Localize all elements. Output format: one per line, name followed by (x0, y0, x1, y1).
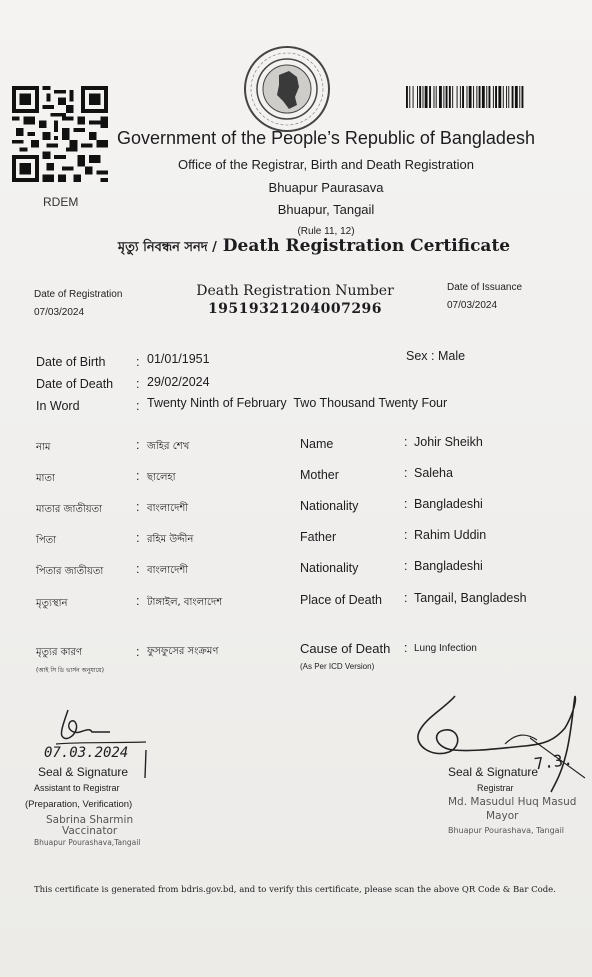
field-en-label: Mother (300, 468, 339, 482)
location: Bhuapur, Tangail (277, 202, 375, 217)
registration-number-label: Death Registration Number (196, 283, 394, 299)
verification-footer: This certificate is generated from bdris.gov.bd, and to verify this certificate, please scan the above QR Code & Bar Code. (34, 885, 556, 895)
cause-bn-label: মৃত্যুর কারণ (36, 647, 83, 658)
cause-en-value: Lung Infection (414, 643, 477, 654)
barcode-bar (417, 86, 418, 108)
barcode-bar (515, 86, 518, 108)
dod-label: Date of Death (36, 377, 114, 391)
field-bn-value: টাঙ্গাইল, বাংলাদেশ (147, 597, 223, 608)
dod-value: 29/02/2024 (147, 375, 210, 389)
barcode-bar (473, 86, 474, 108)
barcode-bar (486, 86, 487, 108)
dob-value: 01/01/1951 (147, 352, 210, 366)
field-en-value: Rahim Uddin (414, 528, 487, 542)
barcode-bar (429, 86, 431, 108)
cause-bn-sub: (আই সি ডি ভার্সন অনুযায়ে) (36, 667, 104, 674)
assistant-role: Assistant to Registrar (34, 783, 120, 793)
barcode-bar (506, 86, 507, 108)
field-colon: : (404, 497, 408, 511)
field-en-label: Father (300, 530, 337, 544)
assistant-purpose: (Preparation, Verification) (25, 799, 133, 810)
registrar-stamp-name: Md. Masudul Huq Masud (448, 796, 577, 808)
certificate-title (0, 236, 592, 259)
barcode-bar (489, 86, 491, 108)
date-of-registration-value: 07/03/2024 (34, 307, 85, 318)
field-bn-label: নাম (36, 442, 51, 453)
barcode-bar (495, 86, 497, 108)
field-colon: : (136, 438, 140, 452)
barcode-bar (443, 86, 444, 108)
field-bn-label: মাতা (36, 473, 55, 484)
field-en-label: Nationality (300, 561, 359, 575)
assistant-stamp-role: Vaccinator (62, 825, 118, 837)
rule-reference: (Rule 11, 12) (297, 226, 355, 237)
field-bn-label: পিতার জাতীয়তা (36, 566, 104, 577)
registrar-handwritten-date: 7.3. (532, 749, 574, 774)
field-colon: : (404, 528, 408, 542)
cause-en-label: Cause of Death (300, 641, 391, 656)
field-bn-value: রহিম উদ্দীন (147, 534, 194, 545)
barcode-bar (457, 86, 458, 108)
office-name: Office of the Registrar, Birth and Death Registration (177, 157, 475, 172)
field-colon: : (136, 594, 140, 608)
in-word-value: Twenty Ninth of February Two Thousand Twenty Four (147, 396, 448, 410)
registrar-signature (405, 688, 592, 798)
field-colon: : (404, 559, 408, 573)
field-colon: : (404, 591, 408, 605)
barcode-bar (508, 86, 509, 108)
date-of-issuance-value: 07/03/2024 (447, 300, 498, 311)
barcode-bar (425, 86, 428, 108)
dob-colon: : (136, 355, 140, 369)
dod-colon: : (136, 377, 140, 391)
barcode-bar (476, 86, 477, 108)
field-en-value: Bangladeshi (414, 559, 483, 573)
assistant-stamp-name: Sabrina Sharmin (46, 814, 134, 826)
field-bn-value: ছালেহা (147, 472, 176, 483)
left-seal-label: Seal & Signature (38, 765, 129, 779)
barcode-bar (512, 86, 514, 108)
rdem-label: RDEM (43, 195, 79, 209)
cause-colon-bn: : (136, 645, 140, 659)
field-en-label: Name (300, 437, 334, 451)
field-colon: : (136, 531, 140, 545)
government-title: Government of the People’s Republic of Bangladesh (117, 128, 535, 148)
barcode-bar (482, 86, 485, 108)
field-bn-value: বাংলাদেশী (147, 565, 189, 576)
field-en-value: Johir Sheikh (414, 435, 483, 449)
barcode-bar (462, 86, 464, 108)
date-of-registration-label: Date of Registration (34, 289, 123, 300)
right-seal-label: Seal & Signature (448, 765, 539, 779)
barcode-bar (498, 86, 501, 108)
field-colon: : (136, 469, 140, 483)
field-colon: : (404, 466, 408, 480)
barcode-bar (449, 86, 451, 108)
registration-number-value: 19519321204007296 (207, 301, 383, 317)
barcode-bar (460, 86, 461, 108)
field-bn-label: পিতা (36, 535, 57, 546)
paurasava-name: Bhuapur Paurasava (268, 180, 384, 195)
barcode-bar (522, 86, 524, 108)
barcode-bar (452, 86, 453, 108)
barcode-bar (439, 86, 442, 108)
registrar-role: Registrar (477, 783, 514, 793)
field-colon: : (404, 435, 408, 449)
title-english: Death Registration Certificate (222, 236, 511, 256)
assistant-stamp-office: Bhuapur Pourashava,Tangail (34, 838, 141, 847)
barcode-bar (436, 86, 437, 108)
field-en-label: Nationality (300, 499, 359, 513)
field-colon: : (136, 562, 140, 576)
field-en-value: Tangail, Bangladesh (414, 591, 527, 605)
barcode-bar (434, 86, 435, 108)
barcode-bar (406, 86, 408, 108)
field-en-label: Place of Death (300, 593, 382, 607)
field-bn-value: জহির শেখ (147, 441, 190, 452)
cause-colon-en: : (404, 641, 408, 655)
date-of-issuance-label: Date of Issuance (447, 282, 523, 293)
barcode-bar (467, 86, 468, 108)
registrar-stamp-office: Bhuapur Pourashava, Tangail (448, 826, 565, 835)
barcode-bar (413, 86, 414, 108)
in-word-colon: : (136, 399, 140, 413)
barcode-bar (419, 86, 421, 108)
barcode-bar (493, 86, 494, 108)
barcode-bar (446, 86, 448, 108)
barcode-bar (409, 86, 410, 108)
cause-en-sub: (As Per ICD Version) (300, 662, 375, 671)
field-bn-label: মাতার জাতীয়তা (36, 504, 103, 515)
registrar-stamp-role: Mayor (486, 810, 519, 822)
barcode-bar (423, 86, 424, 108)
field-bn-label: মৃত্যুস্থান (36, 598, 68, 609)
field-colon: : (136, 500, 140, 514)
sex-value: Sex : Male (406, 349, 466, 363)
barcode (406, 86, 578, 108)
field-en-value: Saleha (414, 466, 453, 480)
cause-bn-value: ফুসফুসের সংক্রমণ (147, 646, 219, 657)
title-bangla: মৃত্যু নিবন্ধন সনদ / (117, 240, 217, 255)
barcode-bar (519, 86, 520, 108)
field-en-value: Bangladeshi (414, 497, 483, 511)
field-bn-value: বাংলাদেশী (147, 503, 189, 514)
barcode-bar (503, 86, 504, 108)
government-seal (243, 45, 331, 133)
in-word-label: In Word (36, 399, 80, 413)
dob-label: Date of Birth (36, 355, 106, 369)
barcode-bar (479, 86, 481, 108)
barcode-bar (469, 86, 472, 108)
assistant-signature-date: 07.03.2024 (44, 745, 129, 761)
